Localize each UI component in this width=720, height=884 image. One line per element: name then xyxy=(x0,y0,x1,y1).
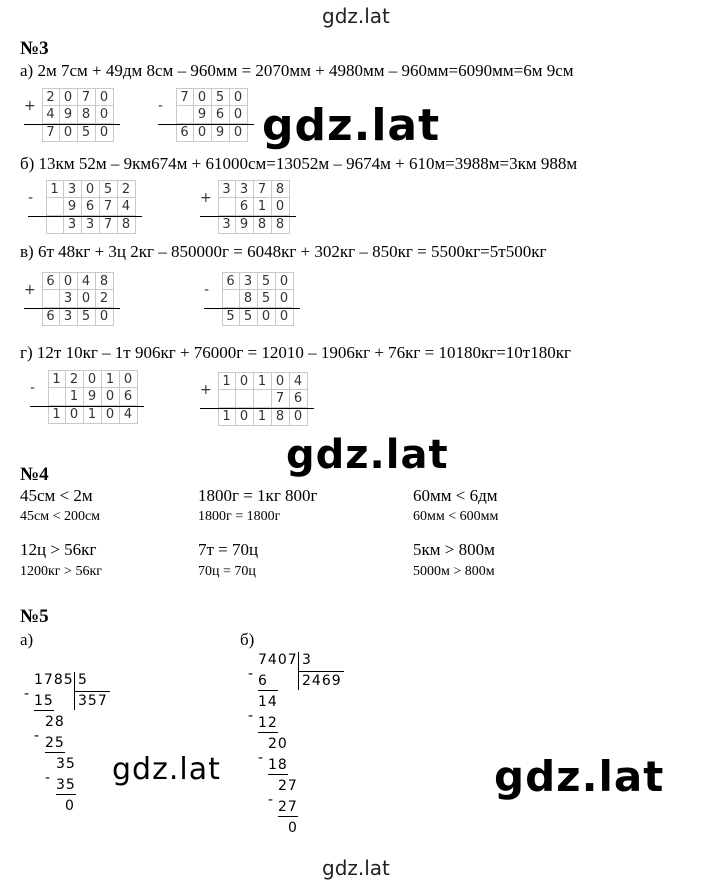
digit-cell: 0 xyxy=(60,272,78,290)
grid-row xyxy=(42,290,114,308)
digit-cell: 7 xyxy=(78,88,96,106)
digit-cell: 6 xyxy=(212,106,230,124)
task-3-line-a: а) 2м 7см + 49дм 8см – 960мм = 2070мм + 4980мм – 960мм=6090мм=6м 9см xyxy=(20,61,574,80)
digit-cell: 3 xyxy=(60,290,78,308)
digit-cell: 8 xyxy=(118,216,136,234)
digit-cell: 5 xyxy=(78,124,96,142)
grid-row xyxy=(222,308,294,326)
digit-cell: 9 xyxy=(194,106,212,124)
comparison-detail: 1200кг > 56кг xyxy=(20,564,102,579)
step: 20 xyxy=(268,736,288,752)
digit-cell: 6 xyxy=(222,272,240,290)
result-line xyxy=(200,216,296,217)
digit-cell: 5 xyxy=(258,290,276,308)
digit-cell: 8 xyxy=(254,216,272,234)
result-line xyxy=(24,124,120,125)
digit-cell: 9 xyxy=(212,124,230,142)
grid-row xyxy=(42,106,114,124)
digit-cell: 1 xyxy=(46,180,64,198)
comparison: 12ц > 56кг xyxy=(20,540,97,559)
digit-cell: 5 xyxy=(100,180,118,198)
digit-cell: 1 xyxy=(48,370,66,388)
grid-row xyxy=(48,388,138,406)
digit-cell: 1 xyxy=(254,372,272,390)
digit-cell: 0 xyxy=(84,370,102,388)
operator-sign: + xyxy=(24,282,36,298)
grid-row xyxy=(46,216,136,234)
comparison: 45см < 2м xyxy=(20,486,93,505)
result-line xyxy=(158,124,254,125)
digit-cell: 5 xyxy=(212,88,230,106)
digit-cell: 5 xyxy=(222,308,240,326)
digit-cell: 0 xyxy=(78,290,96,308)
comparison-detail: 1800г = 1800г xyxy=(198,509,281,524)
quotient: 357 xyxy=(78,693,108,709)
digit-cell: 8 xyxy=(96,272,114,290)
grid-row xyxy=(218,408,308,426)
grid-row xyxy=(222,272,294,290)
digit-cell: 0 xyxy=(258,308,276,326)
digit-cell: 2 xyxy=(66,370,84,388)
digit-cell: 1 xyxy=(218,372,236,390)
task-3-heading: №3 xyxy=(20,38,49,59)
minus-sign: - xyxy=(45,770,52,786)
watermark: gdz.lat xyxy=(494,752,665,801)
step-underline xyxy=(258,732,278,733)
grid-row xyxy=(46,198,136,216)
digit-cell: 4 xyxy=(78,272,96,290)
comparison-detail: 70ц = 70ц xyxy=(198,564,256,579)
division-bracket-line xyxy=(298,671,344,672)
digit-cell xyxy=(222,290,240,308)
digit-cell: 3 xyxy=(64,180,82,198)
digit-cell: 9 xyxy=(60,106,78,124)
digit-cell: 4 xyxy=(290,372,308,390)
digit-cell: 1 xyxy=(66,388,84,406)
grid-row xyxy=(218,372,308,390)
minus-sign: - xyxy=(268,792,275,808)
minus-sign: - xyxy=(248,708,255,724)
digit-cell: 9 xyxy=(64,198,82,216)
digit-cell: 1 xyxy=(218,408,236,426)
site-name-bottom[interactable]: gdz.lat xyxy=(322,856,390,880)
grid-row xyxy=(218,198,290,216)
digit-cell: 6 xyxy=(42,272,60,290)
watermark: gdz.lat xyxy=(262,100,441,151)
step: 6 xyxy=(258,673,268,689)
digit-cell: 7 xyxy=(42,124,60,142)
task-5-label-b: б) xyxy=(240,630,255,649)
digit-cell: 0 xyxy=(96,308,114,326)
step-underline xyxy=(34,710,54,711)
grid-row xyxy=(48,370,138,388)
step: 12 xyxy=(258,715,278,731)
digit-cell xyxy=(218,390,236,408)
step-underline xyxy=(258,690,278,691)
digit-cell: 4 xyxy=(120,406,138,424)
digit-cell: 9 xyxy=(84,388,102,406)
step-underline xyxy=(45,752,65,753)
digit-cell: 0 xyxy=(276,272,294,290)
digit-cell: 8 xyxy=(240,290,258,308)
step: 28 xyxy=(45,714,65,730)
result-line xyxy=(28,216,142,217)
digit-cell: 0 xyxy=(96,88,114,106)
digit-cell: 6 xyxy=(120,388,138,406)
digit-cell: 0 xyxy=(194,124,212,142)
step-underline xyxy=(56,794,76,795)
task-4-heading: №4 xyxy=(20,464,49,485)
digit-cell: 0 xyxy=(272,372,290,390)
grid-row xyxy=(42,308,114,326)
comparison-detail: 45см < 200см xyxy=(20,509,101,524)
digit-cell: 0 xyxy=(236,372,254,390)
digit-cell: 6 xyxy=(82,198,100,216)
digit-cell: 0 xyxy=(230,124,248,142)
grid-row xyxy=(48,406,138,424)
step: 18 xyxy=(268,757,288,773)
grid-row xyxy=(176,106,248,124)
digit-cell: 1 xyxy=(254,198,272,216)
digit-cell: 7 xyxy=(176,88,194,106)
step: 35 xyxy=(56,756,76,772)
digit-cell: 8 xyxy=(272,408,290,426)
operator-sign: - xyxy=(28,190,34,206)
digit-cell xyxy=(46,198,64,216)
digit-cell: 5 xyxy=(240,308,258,326)
result-line xyxy=(30,406,144,407)
digit-cell: 0 xyxy=(194,88,212,106)
digit-cell: 0 xyxy=(102,406,120,424)
watermark: gdz.lat xyxy=(112,752,221,787)
digit-cell: 6 xyxy=(176,124,194,142)
watermark: gdz.lat xyxy=(286,432,449,478)
comparison-detail: 60мм < 600мм xyxy=(413,509,499,524)
digit-cell: 3 xyxy=(218,216,236,234)
task-3-line-g: г) 12т 10кг – 1т 906кг + 76000г = 12010 – 1906кг + 76кг = 10180кг=10т180кг xyxy=(20,343,571,362)
grid-row xyxy=(218,390,308,408)
quotient: 2469 xyxy=(302,673,342,689)
comparison-detail: 5000м > 800м xyxy=(413,564,495,579)
digit-cell: 8 xyxy=(78,106,96,124)
digit-cell xyxy=(236,390,254,408)
step: 0 xyxy=(288,820,298,836)
digit-cell: 0 xyxy=(272,198,290,216)
dividend: 1785 xyxy=(34,672,74,688)
digit-cell: 0 xyxy=(60,88,78,106)
digit-cell: 7 xyxy=(100,198,118,216)
digit-cell: 3 xyxy=(82,216,100,234)
digit-cell: 3 xyxy=(240,272,258,290)
minus-sign: - xyxy=(24,686,31,702)
digit-cell: 3 xyxy=(60,308,78,326)
divisor: 3 xyxy=(302,652,312,668)
step: 0 xyxy=(65,798,75,814)
digit-cell: 0 xyxy=(102,388,120,406)
digit-cell: 1 xyxy=(102,370,120,388)
step: 27 xyxy=(278,778,298,794)
digit-cell: 3 xyxy=(236,180,254,198)
comparison: 60мм < 6дм xyxy=(413,486,498,505)
task-3-line-b: б) 13км 52м – 9км674м + 61000см=13052м – 9674м + 610м=3988м=3км 988м xyxy=(20,154,578,173)
site-name-top[interactable]: gdz.lat xyxy=(322,4,390,28)
operator-sign: - xyxy=(204,282,210,298)
digit-cell: 7 xyxy=(100,216,118,234)
digit-cell: 9 xyxy=(236,216,254,234)
minus-sign: - xyxy=(258,750,265,766)
grid-row xyxy=(218,216,290,234)
grid-row xyxy=(222,290,294,308)
grid-row xyxy=(176,124,248,142)
operator-sign: - xyxy=(30,380,36,396)
step: 15 xyxy=(34,693,54,709)
comparison: 7т = 70ц xyxy=(198,540,259,559)
digit-cell: 1 xyxy=(254,408,272,426)
step: 35 xyxy=(56,777,76,793)
step: 14 xyxy=(258,694,278,710)
digit-cell: 0 xyxy=(276,308,294,326)
operator-sign: + xyxy=(24,98,36,114)
digit-cell: 0 xyxy=(120,370,138,388)
digit-cell: 3 xyxy=(218,180,236,198)
digit-cell: 3 xyxy=(64,216,82,234)
task-5-heading: №5 xyxy=(20,606,49,627)
grid-row xyxy=(218,180,290,198)
digit-cell: 0 xyxy=(96,106,114,124)
digit-cell xyxy=(42,290,60,308)
minus-sign: - xyxy=(34,728,41,744)
digit-cell: 6 xyxy=(42,308,60,326)
digit-cell: 6 xyxy=(290,390,308,408)
digit-cell xyxy=(176,106,194,124)
task-5-label-a: а) xyxy=(20,630,34,649)
task-3-line-v: в) 6т 48кг + 3ц 2кг – 850000г = 6048кг + 302кг – 850кг = 5500кг=5т500кг xyxy=(20,242,547,261)
digit-cell: 7 xyxy=(272,390,290,408)
grid-row xyxy=(46,180,136,198)
result-line xyxy=(24,308,120,309)
grid-row xyxy=(42,272,114,290)
digit-cell: 8 xyxy=(272,180,290,198)
step: 25 xyxy=(45,735,65,751)
digit-cell: 7 xyxy=(254,180,272,198)
grid-row xyxy=(42,88,114,106)
digit-cell: 0 xyxy=(66,406,84,424)
step-underline xyxy=(278,816,298,817)
digit-cell: 0 xyxy=(236,408,254,426)
digit-cell xyxy=(48,388,66,406)
digit-cell: 5 xyxy=(78,308,96,326)
step: 27 xyxy=(278,799,298,815)
operator-sign: - xyxy=(158,98,164,114)
comparison: 1800г = 1кг 800г xyxy=(198,486,318,505)
result-line xyxy=(200,408,314,409)
digit-cell xyxy=(218,198,236,216)
digit-cell: 0 xyxy=(96,124,114,142)
digit-cell: 2 xyxy=(118,180,136,198)
division-bracket-line xyxy=(74,691,110,692)
digit-cell: 0 xyxy=(60,124,78,142)
minus-sign: - xyxy=(248,666,255,682)
dividend: 7407 xyxy=(258,652,298,668)
result-line xyxy=(204,308,300,309)
digit-cell: 0 xyxy=(230,106,248,124)
digit-cell: 8 xyxy=(272,216,290,234)
digit-cell: 2 xyxy=(96,290,114,308)
divisor: 5 xyxy=(78,672,88,688)
comparison: 5км > 800м xyxy=(413,540,495,559)
digit-cell: 0 xyxy=(276,290,294,308)
digit-cell xyxy=(254,390,272,408)
digit-cell: 1 xyxy=(48,406,66,424)
operator-sign: + xyxy=(200,382,212,398)
digit-cell: 1 xyxy=(84,406,102,424)
digit-cell: 6 xyxy=(236,198,254,216)
step-underline xyxy=(268,774,288,775)
digit-cell: 2 xyxy=(42,88,60,106)
digit-cell: 0 xyxy=(82,180,100,198)
digit-cell xyxy=(46,216,64,234)
digit-cell: 4 xyxy=(118,198,136,216)
grid-row xyxy=(176,88,248,106)
grid-row xyxy=(42,124,114,142)
digit-cell: 5 xyxy=(258,272,276,290)
operator-sign: + xyxy=(200,190,212,206)
digit-cell: 0 xyxy=(230,88,248,106)
digit-cell: 0 xyxy=(290,408,308,426)
digit-cell: 4 xyxy=(42,106,60,124)
